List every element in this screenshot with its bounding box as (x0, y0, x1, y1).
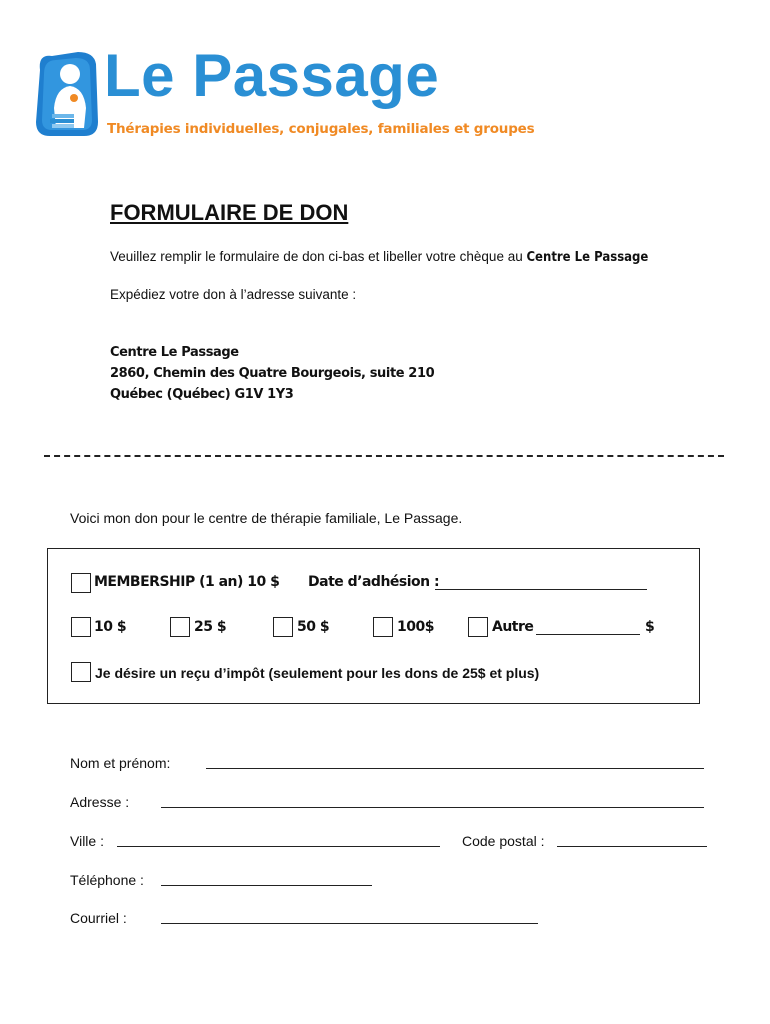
donation-intro: Voici mon don pour le centre de thérapie familiale, Le Passage. (70, 510, 463, 526)
send-instruction: Expédiez votre don à l’adresse suivante : (110, 287, 357, 302)
email-field[interactable] (161, 923, 538, 924)
mailing-address (110, 342, 434, 405)
amount-100-checkbox[interactable] (373, 617, 393, 637)
address-field[interactable] (161, 807, 704, 808)
form-title: FORMULAIRE DE DON (110, 200, 349, 225)
membership-checkbox[interactable] (71, 573, 91, 593)
membership-date-field[interactable] (435, 589, 647, 590)
city-label: Ville : (70, 833, 104, 849)
name-label: Nom et prénom: (70, 755, 171, 771)
amount-10-checkbox[interactable] (71, 617, 91, 637)
membership-date-label: Date d’adhésion : (308, 574, 440, 590)
postal-code-label: Code postal : (462, 833, 545, 849)
intro-text: Veuillez remplir le formulaire de don ci-bas et libeller votre chèque au Centre Le Passage (110, 249, 649, 265)
cut-line-divider (44, 455, 724, 457)
amount-other-checkbox[interactable] (468, 617, 488, 637)
amount-25-label: 25 $ (194, 619, 227, 635)
address-line: Québec (Québec) G1V 1Y3 (110, 387, 294, 402)
payee-name: Centre Le Passage (526, 250, 649, 265)
email-label: Courriel : (70, 910, 127, 926)
tax-receipt-checkbox[interactable] (71, 662, 91, 682)
amount-10-label: 10 $ (94, 619, 127, 635)
amount-100-label: 100$ (397, 619, 434, 635)
membership-label: MEMBERSHIP (1 an) 10 $ (94, 574, 280, 590)
city-field[interactable] (117, 846, 440, 847)
amount-25-checkbox[interactable] (170, 617, 190, 637)
amount-50-checkbox[interactable] (273, 617, 293, 637)
postal-code-field[interactable] (557, 846, 707, 847)
logo-figure-icon (34, 50, 100, 138)
name-field[interactable] (206, 768, 704, 769)
other-amount-field[interactable] (536, 634, 640, 635)
amount-50-label: 50 $ (297, 619, 330, 635)
address-line: Centre Le Passage (110, 345, 239, 360)
logo-tagline: Thérapies individuelles, conjugales, familiales et groupes (107, 121, 535, 137)
phone-label: Téléphone : (70, 872, 144, 888)
phone-field[interactable] (161, 885, 372, 886)
address-line: 2860, Chemin des Quatre Bourgeois, suite 210 (110, 366, 435, 381)
tax-receipt-label: Je désire un reçu d’impôt (seulement pour les dons de 25$ et plus) (95, 665, 540, 681)
logo-name: Le Passage (104, 42, 440, 109)
address-label: Adresse : (70, 794, 130, 810)
other-currency-label: $ (645, 619, 655, 635)
amount-other-label: Autre (492, 619, 534, 635)
